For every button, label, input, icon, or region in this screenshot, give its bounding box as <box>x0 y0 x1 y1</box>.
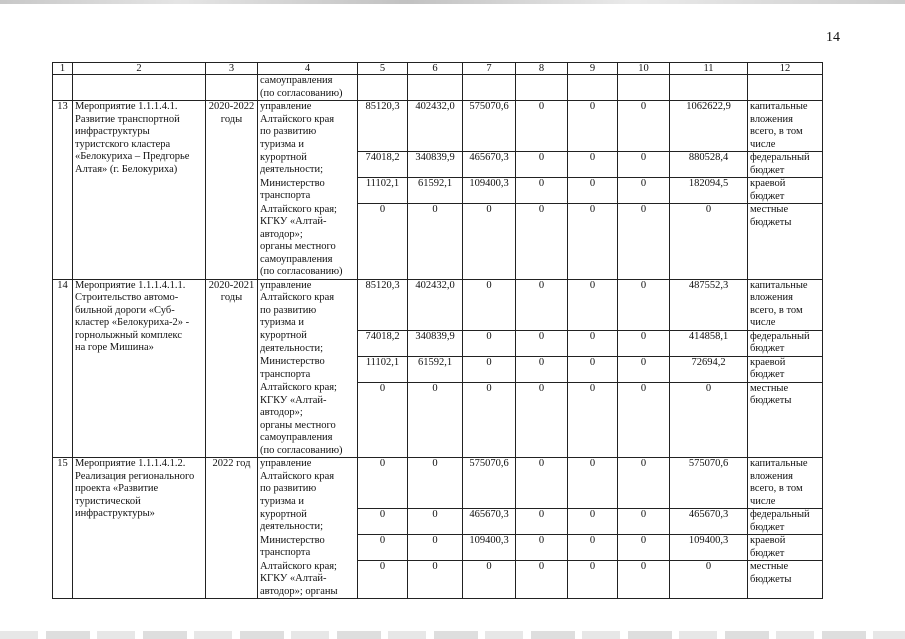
funding-source-line: федеральный <box>750 509 810 520</box>
executor-cell-line: самоуправления <box>260 75 333 86</box>
amount-cell: 575070,6 <box>463 458 516 509</box>
amount-cell: 0 <box>408 458 463 509</box>
table-row <box>53 279 823 330</box>
amount-cell: 0 <box>568 382 618 458</box>
empty-cell <box>516 75 568 101</box>
amount-cell: 402432,0 <box>408 279 463 330</box>
executor-cell <box>258 458 358 509</box>
amount-cell: 0 <box>618 178 670 204</box>
amount-cell: 0 <box>618 535 670 561</box>
funding-source-line: капитальные <box>750 101 808 112</box>
executor-cell-line: транспорта <box>260 368 311 380</box>
amount-cell: 402432,0 <box>408 101 463 152</box>
measure-name-line: инфраструктуры» <box>75 508 155 519</box>
executor-cell <box>258 509 358 535</box>
amount-cell: 0 <box>618 101 670 152</box>
amount-cell: 0 <box>670 382 748 458</box>
funding-source-line: федеральный <box>750 330 810 342</box>
executor-cell-line: деятельности; <box>260 342 324 354</box>
amount-cell: 182094,5 <box>670 178 748 204</box>
funding-source-line: числе <box>750 495 776 507</box>
amount-cell: 0 <box>618 561 670 599</box>
executor-cell-line: Алтайского края; <box>260 203 337 215</box>
amount-cell: 0 <box>358 382 408 458</box>
amount-cell: 0 <box>516 101 568 152</box>
empty-cell <box>463 75 516 101</box>
amount-cell: 340839,9 <box>408 330 463 356</box>
amount-cell: 0 <box>618 330 670 356</box>
amount-cell: 1062622,9 <box>670 101 748 152</box>
funding-source <box>748 101 823 152</box>
executor-cell <box>258 178 358 204</box>
empty-cell <box>408 75 463 101</box>
amount-cell: 0 <box>568 509 618 535</box>
executor-cell-line: (по согласованию) <box>260 444 343 456</box>
funding-source <box>748 561 823 599</box>
executor-cell-line: Министерство <box>260 534 325 546</box>
scan-edge-bottom <box>0 631 905 639</box>
amount-cell: 74018,2 <box>358 152 408 178</box>
executor-cell-line: по развитию <box>260 304 317 316</box>
amount-cell: 465670,3 <box>670 509 748 535</box>
amount-cell: 0 <box>568 152 618 178</box>
executor-cell-line: органы местного <box>260 419 336 431</box>
measure-name-line: Мероприятие 1.1.1.4.1. <box>75 101 178 112</box>
measure-name-line: Строительство автомо- <box>75 292 179 303</box>
amount-cell: 0 <box>516 330 568 356</box>
amount-cell: 465670,3 <box>463 509 516 535</box>
amount-cell: 0 <box>516 178 568 204</box>
amount-cell: 465670,3 <box>463 152 516 178</box>
amount-cell: 0 <box>358 509 408 535</box>
measure-name-line: Реализация регионального <box>75 470 195 482</box>
amount-cell: 109400,3 <box>463 178 516 204</box>
amount-cell: 0 <box>516 152 568 178</box>
empty-cell <box>53 75 73 101</box>
amount-cell: 0 <box>568 101 618 152</box>
column-number-cell: 2 <box>73 63 206 75</box>
measure-name-line: Мероприятие 1.1.1.4.1.2. <box>75 458 186 469</box>
amount-cell: 0 <box>516 382 568 458</box>
empty-cell <box>73 75 206 101</box>
executor-cell-line: Министерство <box>260 356 325 367</box>
executor-cell-line: самоуправления <box>260 432 333 443</box>
executor-cell-line: Алтайского края; <box>260 560 337 572</box>
funding-source <box>748 204 823 280</box>
amount-cell: 0 <box>516 204 568 280</box>
executor-cell-line: Алтайского края <box>260 292 335 303</box>
column-number-cell: 11 <box>670 63 748 75</box>
executor-cell-line: туризма и <box>260 495 305 507</box>
measure-name <box>73 279 206 458</box>
funding-source <box>748 535 823 561</box>
executor-cell-line: КГКУ «Алтай- <box>260 573 327 584</box>
column-number-cell: 9 <box>568 63 618 75</box>
measure-name-line: туристической <box>75 495 141 507</box>
implementation-period <box>206 279 258 458</box>
amount-cell: 0 <box>358 458 408 509</box>
funding-source-line: бюджет <box>750 369 785 380</box>
amount-cell: 0 <box>358 561 408 599</box>
amount-cell: 0 <box>463 204 516 280</box>
amount-cell: 487552,3 <box>670 279 748 330</box>
implementation-period-line: 2020-2022 <box>208 101 255 112</box>
funding-source-line: бюджеты <box>750 573 792 585</box>
funding-source <box>748 356 823 382</box>
column-number-cell: 10 <box>618 63 670 75</box>
executor-cell <box>258 101 358 152</box>
amount-cell: 109400,3 <box>463 535 516 561</box>
table-row <box>53 458 823 509</box>
amount-cell: 0 <box>568 535 618 561</box>
amount-cell: 0 <box>516 535 568 561</box>
implementation-period-line: 2022 год <box>212 458 251 469</box>
executor-cell-line: Алтайского края <box>260 113 335 125</box>
amount-cell: 0 <box>670 204 748 280</box>
amount-cell: 0 <box>568 561 618 599</box>
amount-cell: 0 <box>516 458 568 509</box>
amount-cell: 575070,6 <box>670 458 748 509</box>
executor-cell <box>258 356 358 382</box>
executor-cell <box>258 204 358 280</box>
amount-cell: 0 <box>618 152 670 178</box>
executor-cell-line: курортной <box>260 151 307 163</box>
funding-source <box>748 178 823 204</box>
page-number: 14 <box>826 30 840 45</box>
measure-name-line: туристского кластера <box>75 138 171 150</box>
amount-cell: 0 <box>463 356 516 382</box>
amount-cell: 880528,4 <box>670 152 748 178</box>
executor-cell-line: управление <box>260 279 312 291</box>
funding-source-line: бюджеты <box>750 216 792 228</box>
amount-cell: 0 <box>516 356 568 382</box>
executor-cell-line: автодор»; органы <box>260 585 338 597</box>
executor-cell-line: (по согласованию) <box>260 87 343 99</box>
funding-source-line: бюджет <box>750 164 785 176</box>
funding-source-line: федеральный <box>750 152 810 163</box>
scan-edge-top <box>0 0 905 4</box>
executor-cell-line: управление <box>260 458 312 469</box>
amount-cell: 0 <box>670 561 748 599</box>
column-number-cell: 12 <box>748 63 823 75</box>
amount-cell: 0 <box>408 204 463 280</box>
executor-cell <box>258 330 358 356</box>
measure-name-line: на горе Мишина» <box>75 342 154 353</box>
funding-source-line: бюджет <box>750 547 785 559</box>
measure-name-line: «Белокуриха – Предгорье <box>75 151 190 162</box>
funding-source-line: местные <box>750 382 789 394</box>
measure-name-line: проекта «Развитие <box>75 483 159 494</box>
funding-source-line: краевой <box>750 178 786 189</box>
measure-name-line: кластер «Белокуриха-2» - <box>75 317 190 328</box>
empty-cell <box>618 75 670 101</box>
amount-cell: 0 <box>463 561 516 599</box>
column-number-cell: 1 <box>53 63 73 75</box>
funding-source-line: бюджет <box>750 343 785 354</box>
amount-cell: 0 <box>568 279 618 330</box>
measure-name-line: инфраструктуры <box>75 126 150 137</box>
amount-cell: 11102,1 <box>358 356 408 382</box>
amount-cell: 74018,2 <box>358 330 408 356</box>
funding-source-line: местные <box>750 561 789 572</box>
amount-cell: 0 <box>618 279 670 330</box>
executor-cell-line: по развитию <box>260 483 317 494</box>
column-number-cell: 3 <box>206 63 258 75</box>
funding-source-line: краевой <box>750 356 786 368</box>
funding-source-line: краевой <box>750 535 786 546</box>
amount-cell: 0 <box>568 204 618 280</box>
funding-source-line: числе <box>750 317 776 328</box>
amount-cell: 61592,1 <box>408 356 463 382</box>
executor-cell-line: автодор»; <box>260 407 303 418</box>
empty-cell <box>206 75 258 101</box>
column-number-cell: 7 <box>463 63 516 75</box>
row-number: 14 <box>53 279 73 458</box>
executor-cell-line: Министерство <box>260 177 325 189</box>
implementation-period <box>206 458 258 599</box>
funding-source-line: капитальные <box>750 279 808 291</box>
measure-name <box>73 458 206 599</box>
executor-cell-line: Алтайского края <box>260 470 335 482</box>
amount-cell: 0 <box>618 509 670 535</box>
amount-cell: 414858,1 <box>670 330 748 356</box>
funding-source-line: местные <box>750 204 789 215</box>
executor-cell <box>258 382 358 458</box>
executor-cell-line: (по согласованию) <box>260 266 343 277</box>
executor-cell-line: КГКУ «Алтай- <box>260 216 327 227</box>
amount-cell: 11102,1 <box>358 178 408 204</box>
funding-source-line: бюджет <box>750 521 785 533</box>
executor-cell-line: управление <box>260 101 312 112</box>
measure-name-line: бильной дороги «Суб- <box>75 304 175 316</box>
implementation-period <box>206 101 258 280</box>
executor-cell-line: деятельности; <box>260 164 324 175</box>
amount-cell: 0 <box>358 204 408 280</box>
empty-cell <box>358 75 408 101</box>
amount-cell: 0 <box>408 509 463 535</box>
executor-cell-line: органы местного <box>260 241 336 252</box>
amount-cell: 0 <box>568 330 618 356</box>
funding-source-line: всего, в том <box>750 483 803 494</box>
funding-source <box>748 458 823 509</box>
amount-cell: 85120,3 <box>358 279 408 330</box>
program-table <box>52 62 823 599</box>
amount-cell: 0 <box>358 535 408 561</box>
amount-cell: 0 <box>618 356 670 382</box>
column-number-cell: 6 <box>408 63 463 75</box>
executor-cell <box>258 279 358 330</box>
amount-cell: 109400,3 <box>670 535 748 561</box>
executor-cell-line: туризма и <box>260 317 305 328</box>
executor-cell-line: транспорта <box>260 190 311 201</box>
column-number-cell: 8 <box>516 63 568 75</box>
amount-cell: 0 <box>516 509 568 535</box>
empty-cell <box>748 75 823 101</box>
executor-cell-line: Алтайского края; <box>260 382 337 393</box>
amount-cell: 0 <box>618 204 670 280</box>
row-number: 15 <box>53 458 73 599</box>
funding-source <box>748 382 823 458</box>
amount-cell: 0 <box>618 382 670 458</box>
amount-cell: 0 <box>463 382 516 458</box>
measure-name <box>73 101 206 280</box>
executor-cell-line: самоуправления <box>260 253 333 265</box>
executor-cell-line: по развитию <box>260 126 317 137</box>
amount-cell: 0 <box>463 279 516 330</box>
table-row <box>53 101 823 152</box>
amount-cell: 72694,2 <box>670 356 748 382</box>
column-number-cell: 5 <box>358 63 408 75</box>
executor-cell-line: транспорта <box>260 547 311 558</box>
amount-cell: 0 <box>516 279 568 330</box>
executor-cell <box>258 75 358 101</box>
funding-source-line: бюджеты <box>750 395 792 406</box>
executor-cell-line: курортной <box>260 508 307 520</box>
amount-cell: 0 <box>568 178 618 204</box>
amount-cell: 575070,6 <box>463 101 516 152</box>
implementation-period-line: годы <box>220 113 243 125</box>
executor-cell <box>258 561 358 599</box>
amount-cell: 0 <box>568 458 618 509</box>
amount-cell: 0 <box>568 356 618 382</box>
measure-name-line: горнолыжный комплекс <box>75 329 183 341</box>
amount-cell: 0 <box>618 458 670 509</box>
funding-source-line: числе <box>750 138 776 150</box>
column-number-row <box>53 63 823 75</box>
funding-source <box>748 330 823 356</box>
amount-cell: 61592,1 <box>408 178 463 204</box>
funding-source-line: всего, в том <box>750 126 803 137</box>
amount-cell: 0 <box>516 561 568 599</box>
measure-name-line: Развитие транспортной <box>75 113 180 125</box>
funding-source <box>748 279 823 330</box>
executor-cell-line: КГКУ «Алтай- <box>260 394 327 406</box>
empty-cell <box>670 75 748 101</box>
amount-cell: 0 <box>408 535 463 561</box>
funding-source-line: вложения <box>750 292 793 303</box>
executor-cell-line: туризма и <box>260 138 305 150</box>
measure-name-line: Мероприятие 1.1.1.4.1.1. <box>75 279 186 291</box>
executor-cell <box>258 535 358 561</box>
amount-cell: 340839,9 <box>408 152 463 178</box>
row-number: 13 <box>53 101 73 280</box>
funding-source-line: вложения <box>750 113 793 125</box>
amount-cell: 85120,3 <box>358 101 408 152</box>
funding-source-line: вложения <box>750 470 793 482</box>
funding-source-line: капитальные <box>750 458 808 469</box>
funding-source <box>748 509 823 535</box>
funding-source-line: бюджет <box>750 190 785 202</box>
executor-cell-line: деятельности; <box>260 521 324 532</box>
amount-cell: 0 <box>408 561 463 599</box>
executor-cell-line: курортной <box>260 330 307 341</box>
amount-cell: 0 <box>463 330 516 356</box>
empty-cell <box>568 75 618 101</box>
amount-cell: 0 <box>408 382 463 458</box>
measure-name-line: Алтая» (г. Белокуриха) <box>75 163 178 175</box>
implementation-period-line: годы <box>220 292 243 303</box>
funding-source <box>748 152 823 178</box>
executor-cell-line: автодор»; <box>260 228 303 240</box>
funding-source-line: всего, в том <box>750 304 803 316</box>
executor-cell <box>258 152 358 178</box>
implementation-period-line: 2020-2021 <box>208 279 255 291</box>
continuation-row <box>53 75 823 101</box>
column-number-cell: 4 <box>258 63 358 75</box>
